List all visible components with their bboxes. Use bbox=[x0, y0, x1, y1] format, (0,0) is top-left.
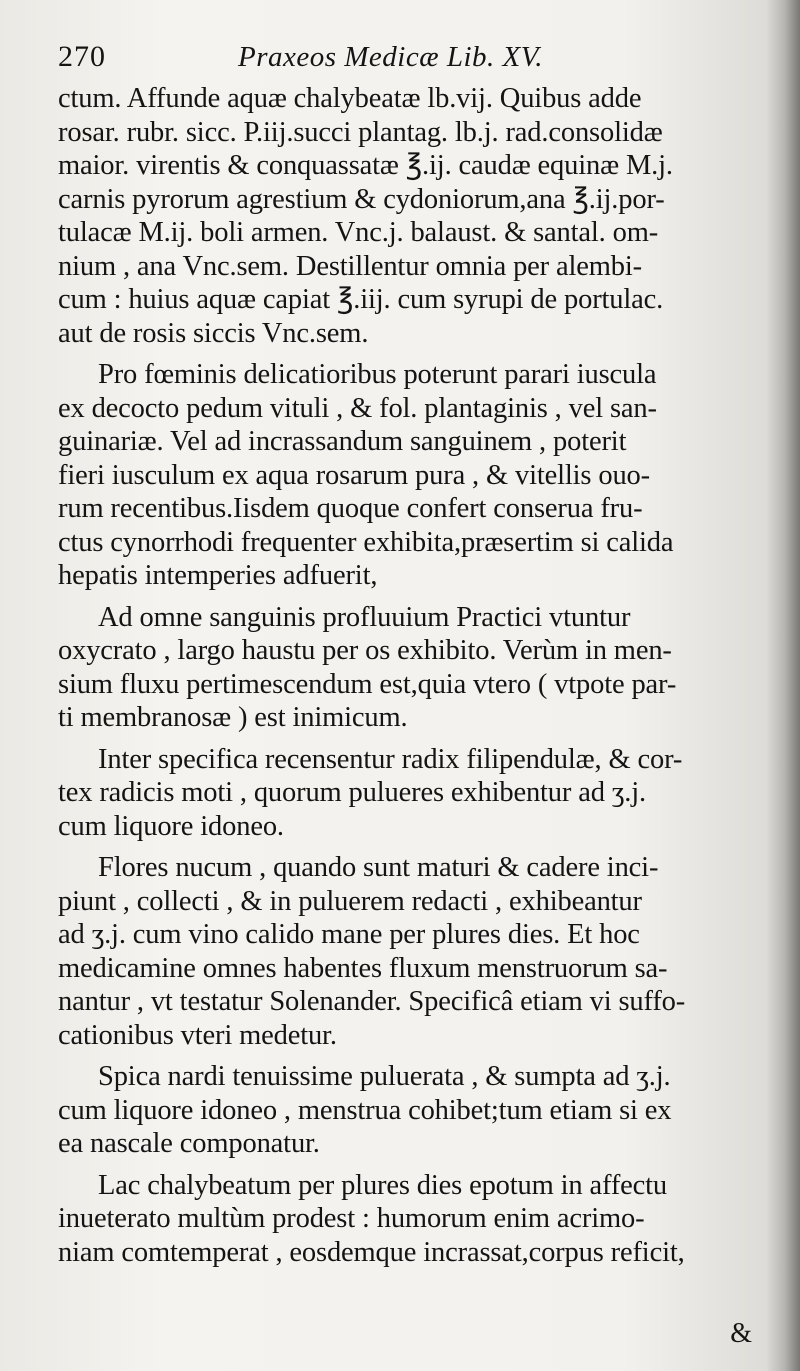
running-title: Praxeos Medicæ Lib. XV. bbox=[238, 41, 543, 73]
page-header bbox=[58, 40, 770, 82]
paragraph bbox=[58, 358, 770, 593]
text-line: Pro fœminis delicatioribus poterunt parari iuscula bbox=[98, 359, 657, 390]
text-line: Lac chalybeatum per plures dies epotum in affectu bbox=[98, 1169, 668, 1201]
text-line: sium fluxu pertimescendum est,quia vtero ( vtpote par- bbox=[58, 668, 677, 700]
text-line: ctus cynorrhodi frequenter exhibita,præsertim si calida bbox=[58, 526, 674, 558]
text-line: cum liquore idoneo , menstrua cohibet;tum etiam si ex bbox=[58, 1094, 672, 1126]
page-number: 270 bbox=[58, 40, 106, 73]
text-line: fieri iusculum ex aqua rosarum pura , & vitellis ouo- bbox=[58, 459, 650, 491]
text-line: rum recentibus.Iisdem quoque confert conserua fru- bbox=[58, 493, 643, 524]
text-line: tex radicis moti , quorum pulueres exhibentur ad ʒ.j. bbox=[58, 777, 647, 808]
text-line: maior. virentis & conquassatæ ℥.ij. caudæ equinæ M.j. bbox=[58, 150, 673, 181]
catchword: & bbox=[730, 1318, 752, 1349]
text-line: Inter specifica recensentur radix filipendulæ, & cor- bbox=[98, 743, 683, 775]
paragraph bbox=[58, 743, 770, 844]
text-line: hepatis intemperies adfuerit, bbox=[58, 560, 378, 591]
text-block bbox=[58, 40, 770, 1269]
text-line: nantur , vt testatur Solenander. Specificâ etiam vi suffo- bbox=[58, 986, 686, 1017]
text-line: ad ʒ.j. cum vino calido mane per plures dies. Et hoc bbox=[58, 919, 640, 950]
paragraph-gap bbox=[58, 350, 770, 358]
text-line: aut de rosis siccis Vnc.sem. bbox=[58, 317, 369, 349]
paragraph-gap bbox=[58, 1052, 770, 1060]
text-line: oxycrato , largo haustu per os exhibito. Verùm in men- bbox=[58, 635, 672, 666]
text-line: inueterato multùm prodest : humorum enim acrimo- bbox=[58, 1203, 645, 1234]
paragraph-gap bbox=[58, 735, 770, 743]
text-line: ti membranosæ ) est inimicum. bbox=[58, 702, 408, 733]
text-line: piunt , collecti , & in puluerem redacti , exhibeantur bbox=[58, 885, 642, 917]
paragraph bbox=[58, 82, 770, 350]
text-line: nium , ana Vnc.sem. Destillentur omnia per alembi- bbox=[58, 250, 642, 282]
page-edge-shadow bbox=[766, 0, 800, 1371]
text-line: cum liquore idoneo. bbox=[58, 810, 284, 842]
text-line: rosar. rubr. sicc. P.iij.succi plantag. lb.j. rad.consolidæ bbox=[58, 116, 663, 148]
text-line: carnis pyrorum agrestium & cydoniorum,ana ℥.ij.por- bbox=[58, 183, 665, 215]
text-line: ctum. Affunde aquæ chalybeatæ lb.vij. Quibus adde bbox=[58, 83, 642, 114]
paragraph-gap bbox=[58, 593, 770, 601]
text-line: tulacæ M.ij. boli armen. Vnc.j. balaust. & santal. om- bbox=[58, 217, 659, 248]
body-text bbox=[58, 82, 770, 1269]
text-line: niam comtemperat , eosdemque incrassat,corpus reficit, bbox=[58, 1236, 685, 1268]
text-line: medicamine omnes habentes fluxum menstruorum sa- bbox=[58, 952, 668, 984]
paragraph-gap bbox=[58, 1161, 770, 1169]
text-line: ea nascale componatur. bbox=[58, 1128, 320, 1159]
paragraph bbox=[58, 851, 770, 1052]
text-line: cationibus vteri medetur. bbox=[58, 1019, 337, 1051]
text-line: cum : huius aquæ capiat ℥.iij. cum syrupi de portulac. bbox=[58, 284, 664, 315]
text-line: Flores nucum , quando sunt maturi & cadere inci- bbox=[98, 852, 659, 883]
text-line: ex decocto pedum vituli , & fol. plantaginis , vel san- bbox=[58, 392, 657, 424]
paragraph bbox=[58, 1060, 770, 1161]
text-line: Spica nardi tenuissime puluerata , & sumpta ad ʒ.j. bbox=[98, 1061, 671, 1092]
paragraph bbox=[58, 601, 770, 735]
text-line: Ad omne sanguinis profluuium Practici vtuntur bbox=[98, 601, 631, 633]
paragraph bbox=[58, 1169, 770, 1270]
paragraph-gap bbox=[58, 843, 770, 851]
text-line: guinariæ. Vel ad incrassandum sanguinem , poterit bbox=[58, 426, 627, 457]
